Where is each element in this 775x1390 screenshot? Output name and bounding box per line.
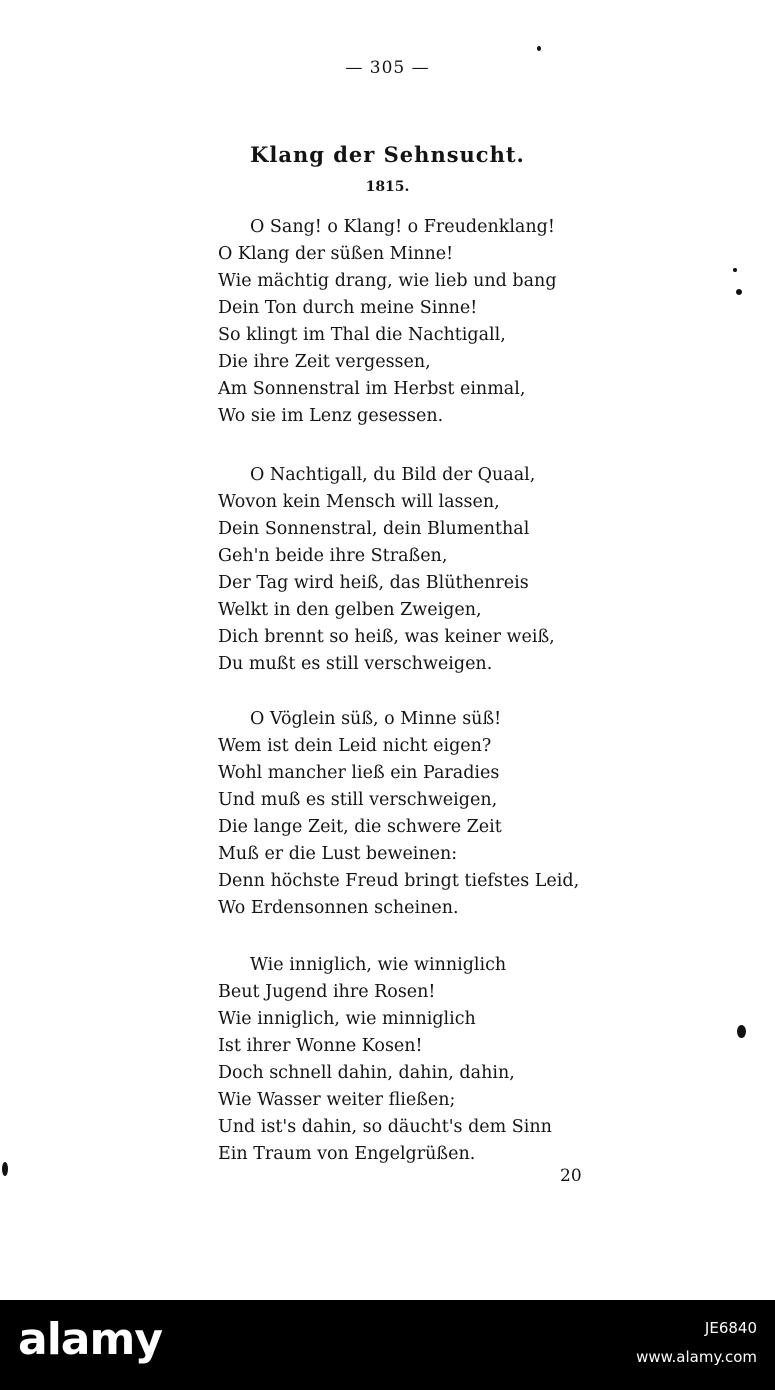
- verse-line: Wie Wasser weiter fließen;: [218, 1090, 456, 1110]
- verse-line: Wo sie im Lenz gesessen.: [218, 406, 444, 426]
- verse-line: So klingt im Thal die Nachtigall,: [218, 325, 506, 345]
- verse-line: Ist ihrer Wonne Kosen!: [218, 1036, 423, 1056]
- verse-line: Wohl mancher ließ ein Paradies: [218, 763, 500, 783]
- ink-speck: [2, 1162, 8, 1176]
- verse-line: Doch schnell dahin, dahin, dahin,: [218, 1063, 515, 1083]
- poem-title: Klang der Sehnsucht.: [250, 142, 525, 167]
- verse-line: O Nachtigall, du Bild der Quaal,: [250, 465, 536, 485]
- verse-line: Wem ist dein Leid nicht eigen?: [218, 736, 492, 756]
- verse-line: Beut Jugend ihre Rosen!: [218, 982, 436, 1002]
- verse-line: Wie inniglich, wie minniglich: [218, 1009, 476, 1029]
- verse-line: Die lange Zeit, die schwere Zeit: [218, 817, 502, 837]
- ink-speck: [537, 46, 541, 51]
- ink-speck: [736, 289, 742, 295]
- verse-line: Dich brennt so heiß, was keiner weiß,: [218, 627, 555, 647]
- verse-line: O Sang! o Klang! o Freudenklang!: [250, 217, 555, 237]
- verse-line: Muß er die Lust beweinen:: [218, 844, 458, 864]
- verse-line: Der Tag wird heiß, das Blüthenreis: [218, 573, 529, 593]
- verse-line: Die ihre Zeit vergessen,: [218, 352, 431, 372]
- verse-line: Und ist's dahin, so däucht's dem Sinn: [218, 1117, 552, 1137]
- verse-line: Denn höchste Freud bringt tiefstes Leid,: [218, 871, 580, 891]
- watermark-banner: [0, 1300, 775, 1390]
- verse-line: Dein Ton durch meine Sinne!: [218, 298, 478, 318]
- ink-speck: [733, 268, 737, 272]
- stanza-2: [218, 462, 598, 678]
- stanza-4: [218, 952, 598, 1168]
- image-info: [636, 1314, 757, 1372]
- verse-line: Wovon kein Mensch will lassen,: [218, 492, 500, 512]
- verse-line: Du mußt es still verschweigen.: [218, 654, 493, 674]
- verse-line: Geh'n beide ihre Straßen,: [218, 546, 448, 566]
- image-id: JE6840: [704, 1319, 757, 1337]
- stanza-1: [218, 214, 598, 430]
- verse-line: Ein Traum von Engelgrüßen.: [218, 1144, 476, 1164]
- page-number: — 305 —: [345, 58, 430, 78]
- verse-line: Dein Sonnenstral, dein Blumenthal: [218, 519, 530, 539]
- site-url: www.alamy.com: [636, 1348, 757, 1366]
- verse-line: O Vöglein süß, o Minne süß!: [250, 709, 502, 729]
- ink-speck: [737, 1025, 746, 1038]
- signature-mark: 20: [560, 1166, 582, 1186]
- poem-year: 1815.: [365, 179, 410, 195]
- verse-line: Wie mächtig drang, wie lieb und bang: [218, 271, 557, 291]
- alamy-logo: alamy: [18, 1314, 162, 1365]
- verse-line: Am Sonnenstral im Herbst einmal,: [218, 379, 526, 399]
- verse-line: Welkt in den gelben Zweigen,: [218, 600, 482, 620]
- verse-line: Und muß es still verschweigen,: [218, 790, 498, 810]
- verse-line: Wo Erdensonnen scheinen.: [218, 898, 459, 918]
- stanza-3: [218, 706, 598, 922]
- verse-line: O Klang der süßen Minne!: [218, 244, 454, 264]
- verse-line: Wie inniglich, wie winniglich: [250, 955, 507, 975]
